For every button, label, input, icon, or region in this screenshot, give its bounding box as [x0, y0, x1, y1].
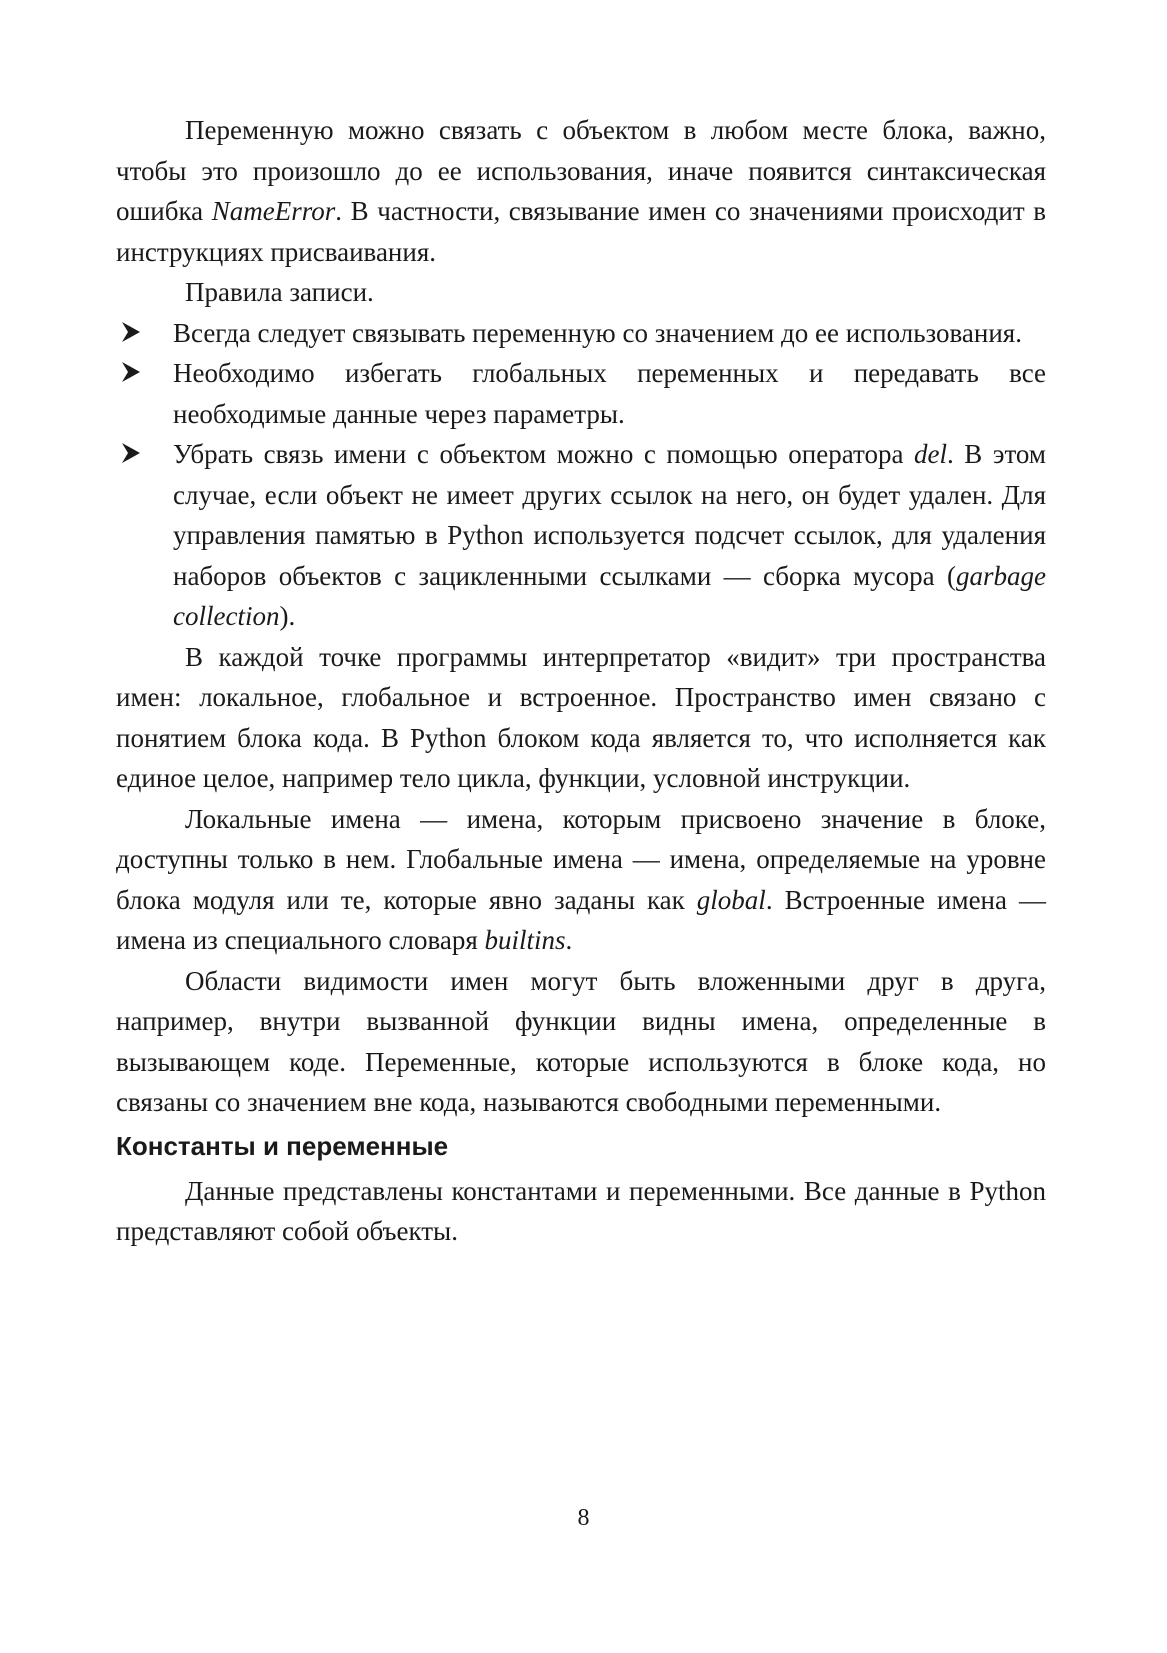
list-item: [116, 434, 1046, 637]
list-item-text-part: . В этом случае, если объект не имеет других ссылок на него, он будет удален. Для управления памятью в Python используется подсчет ссылок, для удаления наборов объектов с зацикленными ссылками — сборка мусора (: [173, 439, 1046, 591]
paragraph-name-kinds: [116, 799, 1046, 961]
paragraph-text: . Встроенные имена — имена из специального словаря: [116, 884, 1046, 955]
italic-term-nameerror: NameError: [211, 196, 336, 226]
list-item-text-part: ).: [279, 601, 296, 631]
rules-list: [116, 313, 1046, 637]
paragraph-text: . В частности, связывание имен со значениями происходит в инструкциях присваивания.: [116, 196, 1046, 267]
page-number: 8: [577, 1505, 590, 1531]
paragraph-text: Локальные имена — имена, которым присвоено значение в блоке, доступны только в нем. Глобальные имена — имена, определяемые на уровне блока модуля или те, которые явно заданы как: [116, 803, 1046, 915]
paragraph-data: Данные представлены константами и переменными. Все данные в Python представляют собой объекты.: [116, 1175, 1046, 1246]
list-item: [116, 353, 1046, 434]
paragraph-name-binding: [116, 110, 1046, 272]
paragraph-text: Переменную можно связать с объектом в любом месте блока, важно, чтобы это произошло до ее использования, иначе появится синтаксическая ошибка: [116, 115, 1046, 226]
list-item-text: Необходимо избегать глобальных переменных и передавать все необходимые данные через параметры.: [173, 358, 1046, 429]
list-item-text: [173, 434, 1046, 637]
paragraph-text: .: [565, 925, 573, 955]
arrowhead-bullet-icon: [120, 353, 148, 393]
arrowhead-bullet-icon: [120, 313, 148, 353]
italic-term-garbage-collection: garbage collection: [173, 560, 1046, 631]
italic-term-global: global: [696, 884, 766, 915]
section-heading: Константы и переменные: [116, 1130, 449, 1161]
rules-intro: Правила записи.: [185, 277, 374, 307]
list-item-text: Всегда следует связывать переменную со значением до ее использования.: [173, 317, 1022, 348]
paragraph-namespaces: В каждой точке программы интерпретатор «видит» три пространства имен: локальное, глобальное и встроенное. Пространство имен связано с понятием блока кода. В Python блоком кода является то, что исполняется как единое целое, например тело цикла, функции, условной инструкции.: [116, 641, 1046, 793]
list-item-text-part: Убрать связь имени с объектом можно с помощью оператора: [173, 439, 914, 469]
arrowhead-bullet-icon: [120, 434, 148, 474]
italic-term-del: del: [914, 439, 947, 469]
paragraph-scopes: Области видимости имен могут быть вложенными друг в друга, например, внутри вызванной функции видны имена, определенные в вызывающем коде. Переменные, которые используются в блоке кода, но связаны со значением вне кода, называются свободными переменными.: [116, 965, 1046, 1117]
list-item: [116, 313, 1046, 354]
italic-term-builtins: builtins: [484, 925, 566, 955]
page-body: [116, 110, 1046, 1252]
